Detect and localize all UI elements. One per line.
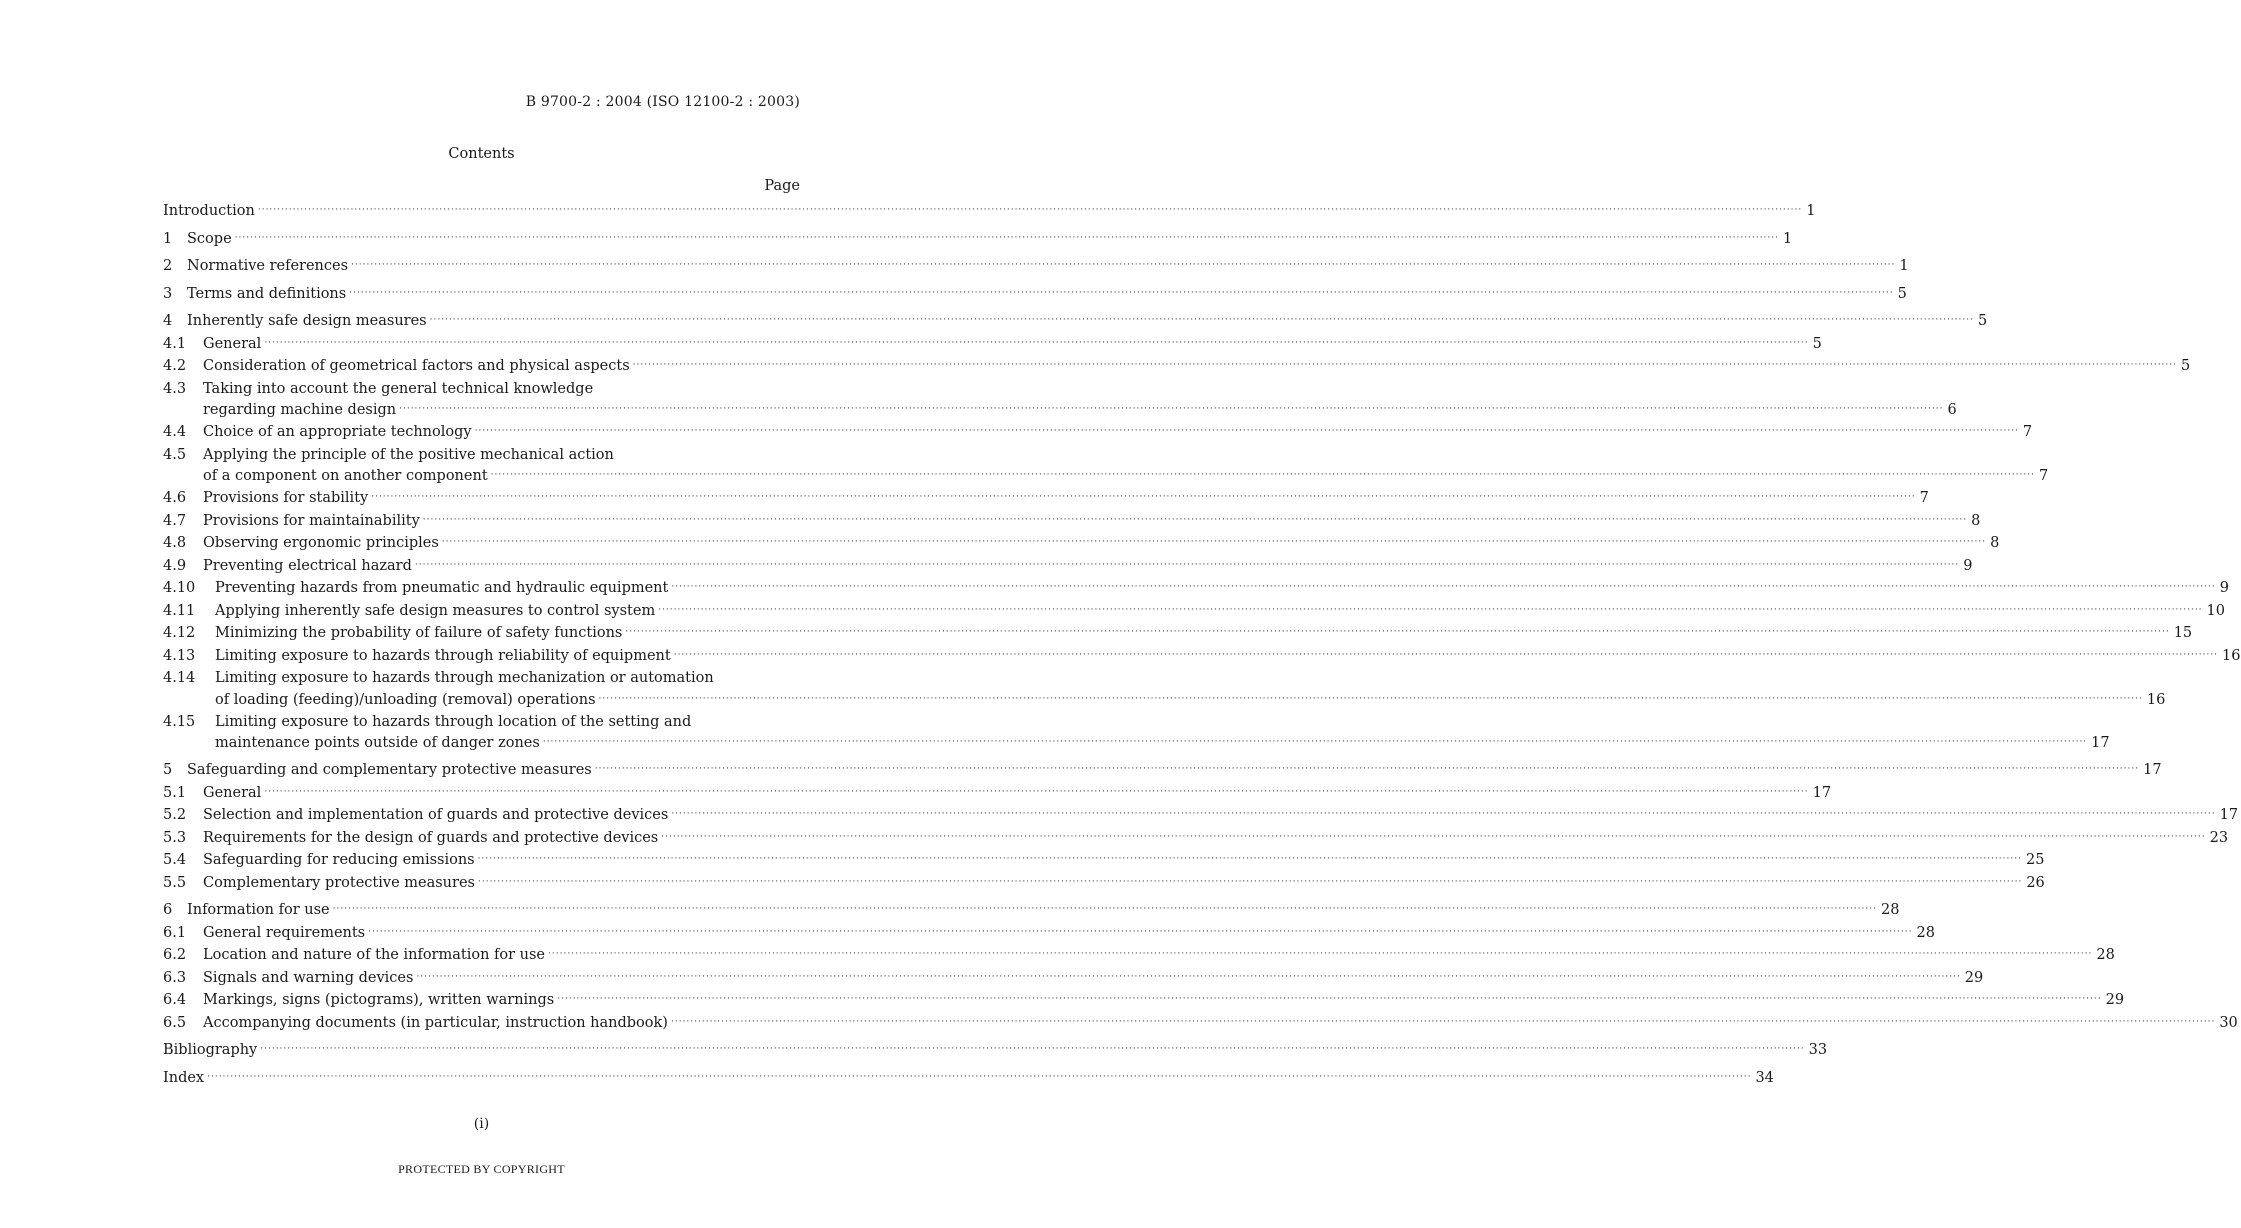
toc-entry-title: Accompanying documents (in particular, instruction handbook) xyxy=(203,1014,668,1031)
toc-page-number: 28 xyxy=(2096,947,2115,963)
toc-entry xyxy=(163,310,1988,333)
toc-section-number: 5.1 xyxy=(163,784,187,801)
toc-entry-title: General xyxy=(203,335,262,352)
toc-section-number: 4.8 xyxy=(163,535,187,551)
toc-section-number: 4.2 xyxy=(163,358,187,374)
dot-leader: ················································································································································································································································································································································································································ xyxy=(557,994,2102,1004)
dot-leader: ················································································································································································································································································································································································································ xyxy=(234,232,1779,243)
dot-leader: ················································································································································································································································································································································································································ xyxy=(332,904,1877,914)
toc-entry-title: Introduction xyxy=(163,203,255,219)
dot-leader: ················································································································································································································································································································································································································ xyxy=(399,404,1944,414)
dot-leader: ················································································································································································································································································································································································································ xyxy=(673,649,2219,660)
toc-entry xyxy=(163,200,1816,223)
dot-leader: ················································································································································································································································································································································································································ xyxy=(441,537,1987,547)
dot-leader: ················································································································································································································································································································································································································ xyxy=(594,764,2140,774)
toc-page-number: 7 xyxy=(2022,424,2033,440)
copyright-notice: PROTECTED BY COPYRIGHT xyxy=(398,1162,565,1176)
toc-entry-title: Selection and implementation of guards and protective devices xyxy=(203,807,669,823)
toc-page-number: 1 xyxy=(1806,203,1816,219)
toc-entry-title: regarding machine design xyxy=(203,402,397,418)
toc-entry xyxy=(163,255,1909,278)
toc-entry-title: General requirements xyxy=(203,924,366,941)
toc-entry-title: Requirements for the design of guards and protective devices xyxy=(203,829,659,846)
toc-section-number: 4.3 xyxy=(163,380,187,397)
dot-leader: ················································································································································································································································································································································································································ xyxy=(349,287,1894,298)
toc-entry-title: Bibliography xyxy=(163,1042,258,1058)
toc-section-number: 6.2 xyxy=(163,947,187,963)
toc-entry xyxy=(163,922,1935,945)
toc-entry xyxy=(163,967,1984,990)
dot-leader: ················································································································································································································································································································································································································ xyxy=(542,737,2088,747)
toc-entry-title: Taking into account the general technical knowledge xyxy=(203,380,594,397)
toc-entry-title: Safeguarding and complementary protective measures xyxy=(187,762,592,778)
toc-section-number: 3 xyxy=(163,285,173,302)
toc-entry-title: Inherently safe design measures xyxy=(187,313,427,329)
toc-page-number: 17 xyxy=(2219,807,2239,823)
dot-leader: ················································································································································································································································································································································································································ xyxy=(351,260,1896,270)
toc-entry-title: Provisions for maintainability xyxy=(203,512,420,529)
toc-page-number: 8 xyxy=(1990,535,2000,551)
toc-entry xyxy=(163,1012,2238,1035)
toc-section-number: 4.11 xyxy=(163,602,196,619)
toc-page-number: 16 xyxy=(2222,647,2241,664)
toc-entry xyxy=(163,532,2000,555)
toc-entry-title: maintenance points outside of danger zones xyxy=(215,735,540,751)
toc-page-number: 9 xyxy=(1963,557,1973,574)
toc-page-number: 29 xyxy=(1964,969,1984,986)
toc-page-number: 5 xyxy=(2181,358,2191,374)
dot-leader: ················································································································································································································································································································································································································ xyxy=(474,426,2019,436)
toc-page-number: 9 xyxy=(2219,580,2229,596)
toc-section-number: 4.9 xyxy=(163,557,187,574)
toc-entry xyxy=(163,849,2045,872)
dot-leader: ················································································································································································································································································································································································································ xyxy=(207,1071,1752,1082)
toc-entry-title: Consideration of geometrical factors and physical aspects xyxy=(203,358,630,374)
dot-leader: ················································································································································································································································································································································································································ xyxy=(422,514,1968,525)
toc-entry xyxy=(163,1039,1828,1062)
dot-leader: ················································································································································································································································································································································································································ xyxy=(625,627,2170,637)
dot-leader: ················································································································································································································································································································································································································ xyxy=(371,492,1916,502)
toc-section-number: 5.5 xyxy=(163,874,187,891)
toc-entry xyxy=(163,667,790,690)
toc-page-number: 17 xyxy=(2143,762,2162,778)
toc-entry-title: Limiting exposure to hazards through location of the setting and xyxy=(215,713,692,730)
toc-page-number: 28 xyxy=(1916,924,1935,941)
dot-leader: ················································································································································································································································································································································································································ xyxy=(368,926,1913,937)
page-title: Contents xyxy=(448,146,515,162)
toc-page-number: 34 xyxy=(1755,1069,1774,1086)
dot-leader: ················································································································································································································································································································································································································ xyxy=(598,693,2143,704)
toc-section-number: 4.12 xyxy=(163,625,196,641)
page-column-label: Page xyxy=(764,178,800,194)
toc-page-number: 17 xyxy=(2091,735,2110,751)
toc-page-number: 6 xyxy=(1947,402,1957,418)
toc-entry xyxy=(163,228,1793,251)
toc-entry xyxy=(163,421,2033,444)
toc-section-number: 4.4 xyxy=(163,424,187,440)
toc-page-number: 10 xyxy=(2206,602,2225,619)
toc-entry xyxy=(163,872,2045,895)
toc-section-number: 4.15 xyxy=(163,713,196,730)
toc-entry xyxy=(163,378,790,401)
toc-entry xyxy=(163,944,2115,967)
toc-section-number: 6.4 xyxy=(163,992,187,1008)
toc-entry xyxy=(163,1067,1774,1090)
toc-entry xyxy=(163,827,2229,850)
toc-section-number: 4 xyxy=(163,313,173,329)
toc-entry xyxy=(163,283,1907,306)
toc-page-number: 23 xyxy=(2209,829,2229,846)
toc-entry-title: Applying inherently safe design measures to control system xyxy=(215,602,656,619)
toc-entry-title: Signals and warning devices xyxy=(203,969,414,986)
dot-leader: ················································································································································································································································································································································································································ xyxy=(414,559,1960,570)
toc-page-number: 28 xyxy=(1880,902,1900,918)
toc-page-number: 15 xyxy=(2173,625,2193,641)
toc-entry xyxy=(163,600,2225,623)
toc-entry-title: Normative references xyxy=(187,258,349,274)
toc-entry-title: Applying the principle of the positive mechanical action xyxy=(203,446,614,463)
dot-leader: ················································································································································································································································································································································································································ xyxy=(477,854,2022,864)
toc-page-number: 1 xyxy=(1783,230,1793,247)
toc-entry-title: Minimizing the probability of failure of safety functions xyxy=(215,625,623,641)
dot-leader: ················································································································································································································································································································································································································ xyxy=(671,582,2216,592)
dot-leader: ················································································································································································································································································································································································································ xyxy=(416,971,1961,982)
toc-section-number: 6.5 xyxy=(163,1014,187,1031)
toc-section-number: 4.1 xyxy=(163,335,187,352)
toc-entry-title: Markings, signs (pictograms), written warnings xyxy=(203,992,555,1008)
toc-entry xyxy=(163,577,2229,600)
dot-leader: ················································································································································································································································································································································································································ xyxy=(477,876,2023,887)
dot-leader: ················································································································································································································································································································································································································ xyxy=(658,604,2203,615)
toc-entry xyxy=(163,711,790,734)
toc-section-number: 5.3 xyxy=(163,829,187,846)
toc-page-number: 5 xyxy=(1977,313,1988,329)
toc-page-number: 7 xyxy=(2038,468,2049,484)
toc-section-number: 4.13 xyxy=(163,647,196,664)
dot-leader: ················································································································································································································································································································································································································ xyxy=(670,1016,2216,1027)
toc-page-number: 30 xyxy=(2219,1014,2238,1031)
toc-section-number: 6 xyxy=(163,902,173,918)
dot-leader: ················································································································································································································································································································································································································ xyxy=(661,831,2206,842)
toc-entry xyxy=(163,733,2110,754)
toc-entry xyxy=(163,804,2239,827)
dot-leader: ················································································································································································································································································································································································································ xyxy=(671,809,2216,819)
toc-section-number: 2 xyxy=(163,258,173,274)
toc-page-number: 33 xyxy=(1808,1042,1828,1058)
toc-entry xyxy=(163,759,2162,782)
toc-entry-title: Limiting exposure to hazards through mechanization or automation xyxy=(215,670,714,686)
toc-section-number: 4.7 xyxy=(163,512,187,529)
dot-leader: ················································································································································································································································································································································································································ xyxy=(429,315,1974,325)
table-of-contents xyxy=(163,200,2241,1089)
toc-section-number: 4.10 xyxy=(163,580,196,596)
toc-section-number: 6.1 xyxy=(163,924,187,941)
toc-entry-title: Terms and definitions xyxy=(187,285,347,302)
toc-page-number: 7 xyxy=(1919,490,1929,506)
toc-section-number: 1 xyxy=(163,230,173,247)
toc-entry xyxy=(163,782,1832,805)
toc-entry xyxy=(163,355,2191,378)
dot-leader: ················································································································································································································································································································································································································ xyxy=(548,949,2093,959)
toc-entry xyxy=(163,622,2193,645)
toc-entry xyxy=(163,487,1929,510)
toc-page-number: 29 xyxy=(2105,992,2125,1008)
toc-entry-title: Preventing electrical hazard xyxy=(203,557,412,574)
toc-page-number: 17 xyxy=(1812,784,1832,801)
toc-entry-title: Scope xyxy=(187,230,232,247)
toc-entry-title: General xyxy=(203,784,262,801)
toc-entry-title: Index xyxy=(163,1069,205,1086)
toc-page-number: 5 xyxy=(1812,335,1822,352)
toc-entry-title: of a component on another component xyxy=(203,468,488,484)
toc-entry xyxy=(163,989,2125,1012)
dot-leader: ················································································································································································································································································································································································································ xyxy=(260,1044,1805,1054)
toc-section-number: 4.6 xyxy=(163,490,187,506)
toc-entry-title: Preventing hazards from pneumatic and hydraulic equipment xyxy=(215,580,669,596)
toc-entry-title: Safeguarding for reducing emissions xyxy=(203,852,475,868)
toc-section-number: 5.2 xyxy=(163,807,187,823)
toc-section-number: 5.4 xyxy=(163,852,187,868)
toc-page-number: 8 xyxy=(1971,512,1981,529)
dot-leader: ················································································································································································································································································································································································································ xyxy=(257,205,1803,215)
dot-leader: ················································································································································································································································································································································································································ xyxy=(632,360,2177,370)
toc-entry-title: Information for use xyxy=(187,902,330,918)
toc-entry-title: Location and nature of the information for use xyxy=(203,947,546,963)
toc-section-number: 6.3 xyxy=(163,969,187,986)
toc-entry-title: of loading (feeding)/unloading (removal) operations xyxy=(215,691,596,708)
dot-leader: ················································································································································································································································································································································································································ xyxy=(264,786,1809,797)
toc-section-number: 5 xyxy=(163,762,173,778)
toc-page-number: 16 xyxy=(2146,691,2166,708)
toc-entry-title: Choice of an appropriate technology xyxy=(203,424,472,440)
toc-entry xyxy=(163,690,2166,711)
toc-page-number: 5 xyxy=(1897,285,1907,302)
toc-entry-title: Limiting exposure to hazards through reliability of equipment xyxy=(215,647,671,664)
toc-section-number: 4.14 xyxy=(163,670,196,686)
toc-entry xyxy=(163,466,2049,487)
dot-leader: ················································································································································································································································································································································································································ xyxy=(490,470,2035,480)
toc-page-number: 1 xyxy=(1899,258,1909,274)
toc-entry-title: Provisions for stability xyxy=(203,490,369,506)
page-number: (i) xyxy=(473,1116,490,1132)
toc-entry xyxy=(163,645,2241,668)
toc-entry xyxy=(163,555,1973,578)
toc-entry xyxy=(163,899,1900,922)
toc-section-number: 4.5 xyxy=(163,446,187,463)
toc-page-number: 25 xyxy=(2025,852,2045,868)
toc-entry xyxy=(163,510,1981,533)
toc-entry-title: Observing ergonomic principles xyxy=(203,535,439,551)
toc-entry-title: Complementary protective measures xyxy=(203,874,475,891)
toc-entry xyxy=(163,400,1957,421)
toc-entry xyxy=(163,333,1822,356)
toc-entry xyxy=(163,444,790,467)
standard-header: B 9700-2 : 2004 (ISO 12100-2 : 2003) xyxy=(525,94,800,110)
toc-page-number: 26 xyxy=(2026,874,2045,891)
dot-leader: ················································································································································································································································································································································································································ xyxy=(264,337,1809,348)
